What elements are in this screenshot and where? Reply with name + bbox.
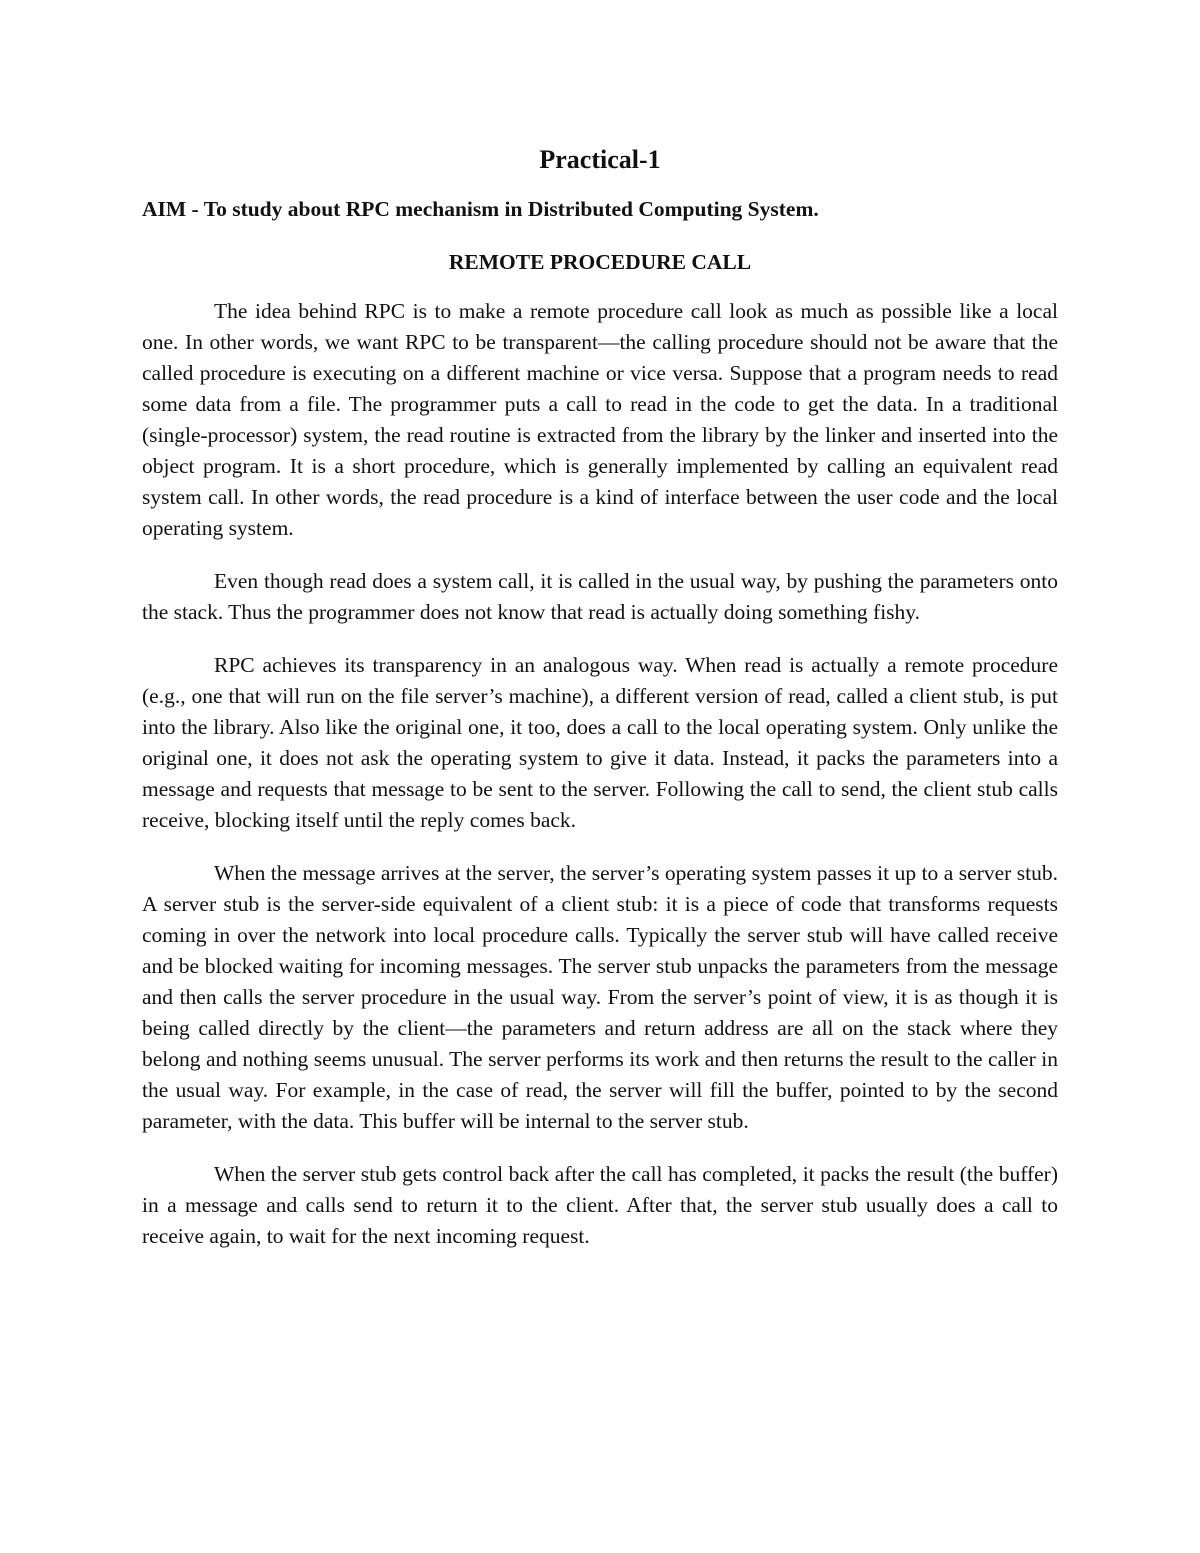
section-heading: REMOTE PROCEDURE CALL [448, 250, 752, 274]
paragraph-3: RPC achieves its transparency in an analogous way. When read is actually a remote procedure (e.g., one that will run on the file server’s machine), a different version of read, called a client stub, is put into the library. Also like the original one, it too, does a call to the local operating system. Only unlike the original one, it does not ask the operating system to give it data. Instead, it packs the parameters into a message and requests that message to be sent to the server. Following the call to send, the client stub calls receive, blocking itself until the reply comes back. [142, 653, 1058, 832]
aim-statement: AIM - To study about RPC mechanism in Distributed Computing System. [142, 197, 819, 221]
document-title: Practical-1 [539, 145, 661, 174]
paragraph-2: Even though read does a system call, it is called in the usual way, by pushing the parameters onto the stack. Thus the programmer does not know that read is actually doing something fishy. [142, 569, 1058, 624]
paragraph-4: When the message arrives at the server, the server’s operating system passes it up to a server stub. A server stub is the server-side equivalent of a client stub: it is a piece of code that transforms requests coming in over the network into local procedure calls. Typically the server stub will have called receive and be blocked waiting for incoming messages. The server stub unpacks the parameters from the message and then calls the server procedure in the usual way. From the server’s point of view, it is as though it is being called directly by the client—the parameters and return address are all on the stack where they belong and nothing seems unusual. The server performs its work and then returns the result to the caller in the usual way. For example, in the case of read, the server will fill the buffer, pointed to by the second parameter, with the data. This buffer will be internal to the server stub. [142, 861, 1058, 1133]
paragraph-5: When the server stub gets control back after the call has completed, it packs the result (the buffer) in a message and calls send to return it to the client. After that, the server stub usually does a call to receive again, to wait for the next incoming request. [142, 1162, 1058, 1248]
paragraph-1: The idea behind RPC is to make a remote procedure call look as much as possible like a local one. In other words, we want RPC to be transparent—the calling procedure should not be aware that the called procedure is executing on a different machine or vice versa. Suppose that a program needs to read some data from a file. The programmer puts a call to read in the code to get the data. In a traditional (single-processor) system, the read routine is extracted from the library by the linker and inserted into the object program. It is a short procedure, which is generally implemented by calling an equivalent read system call. In other words, the read procedure is a kind of interface between the user code and the local operating system. [142, 299, 1058, 540]
document-body [142, 140, 1058, 1274]
